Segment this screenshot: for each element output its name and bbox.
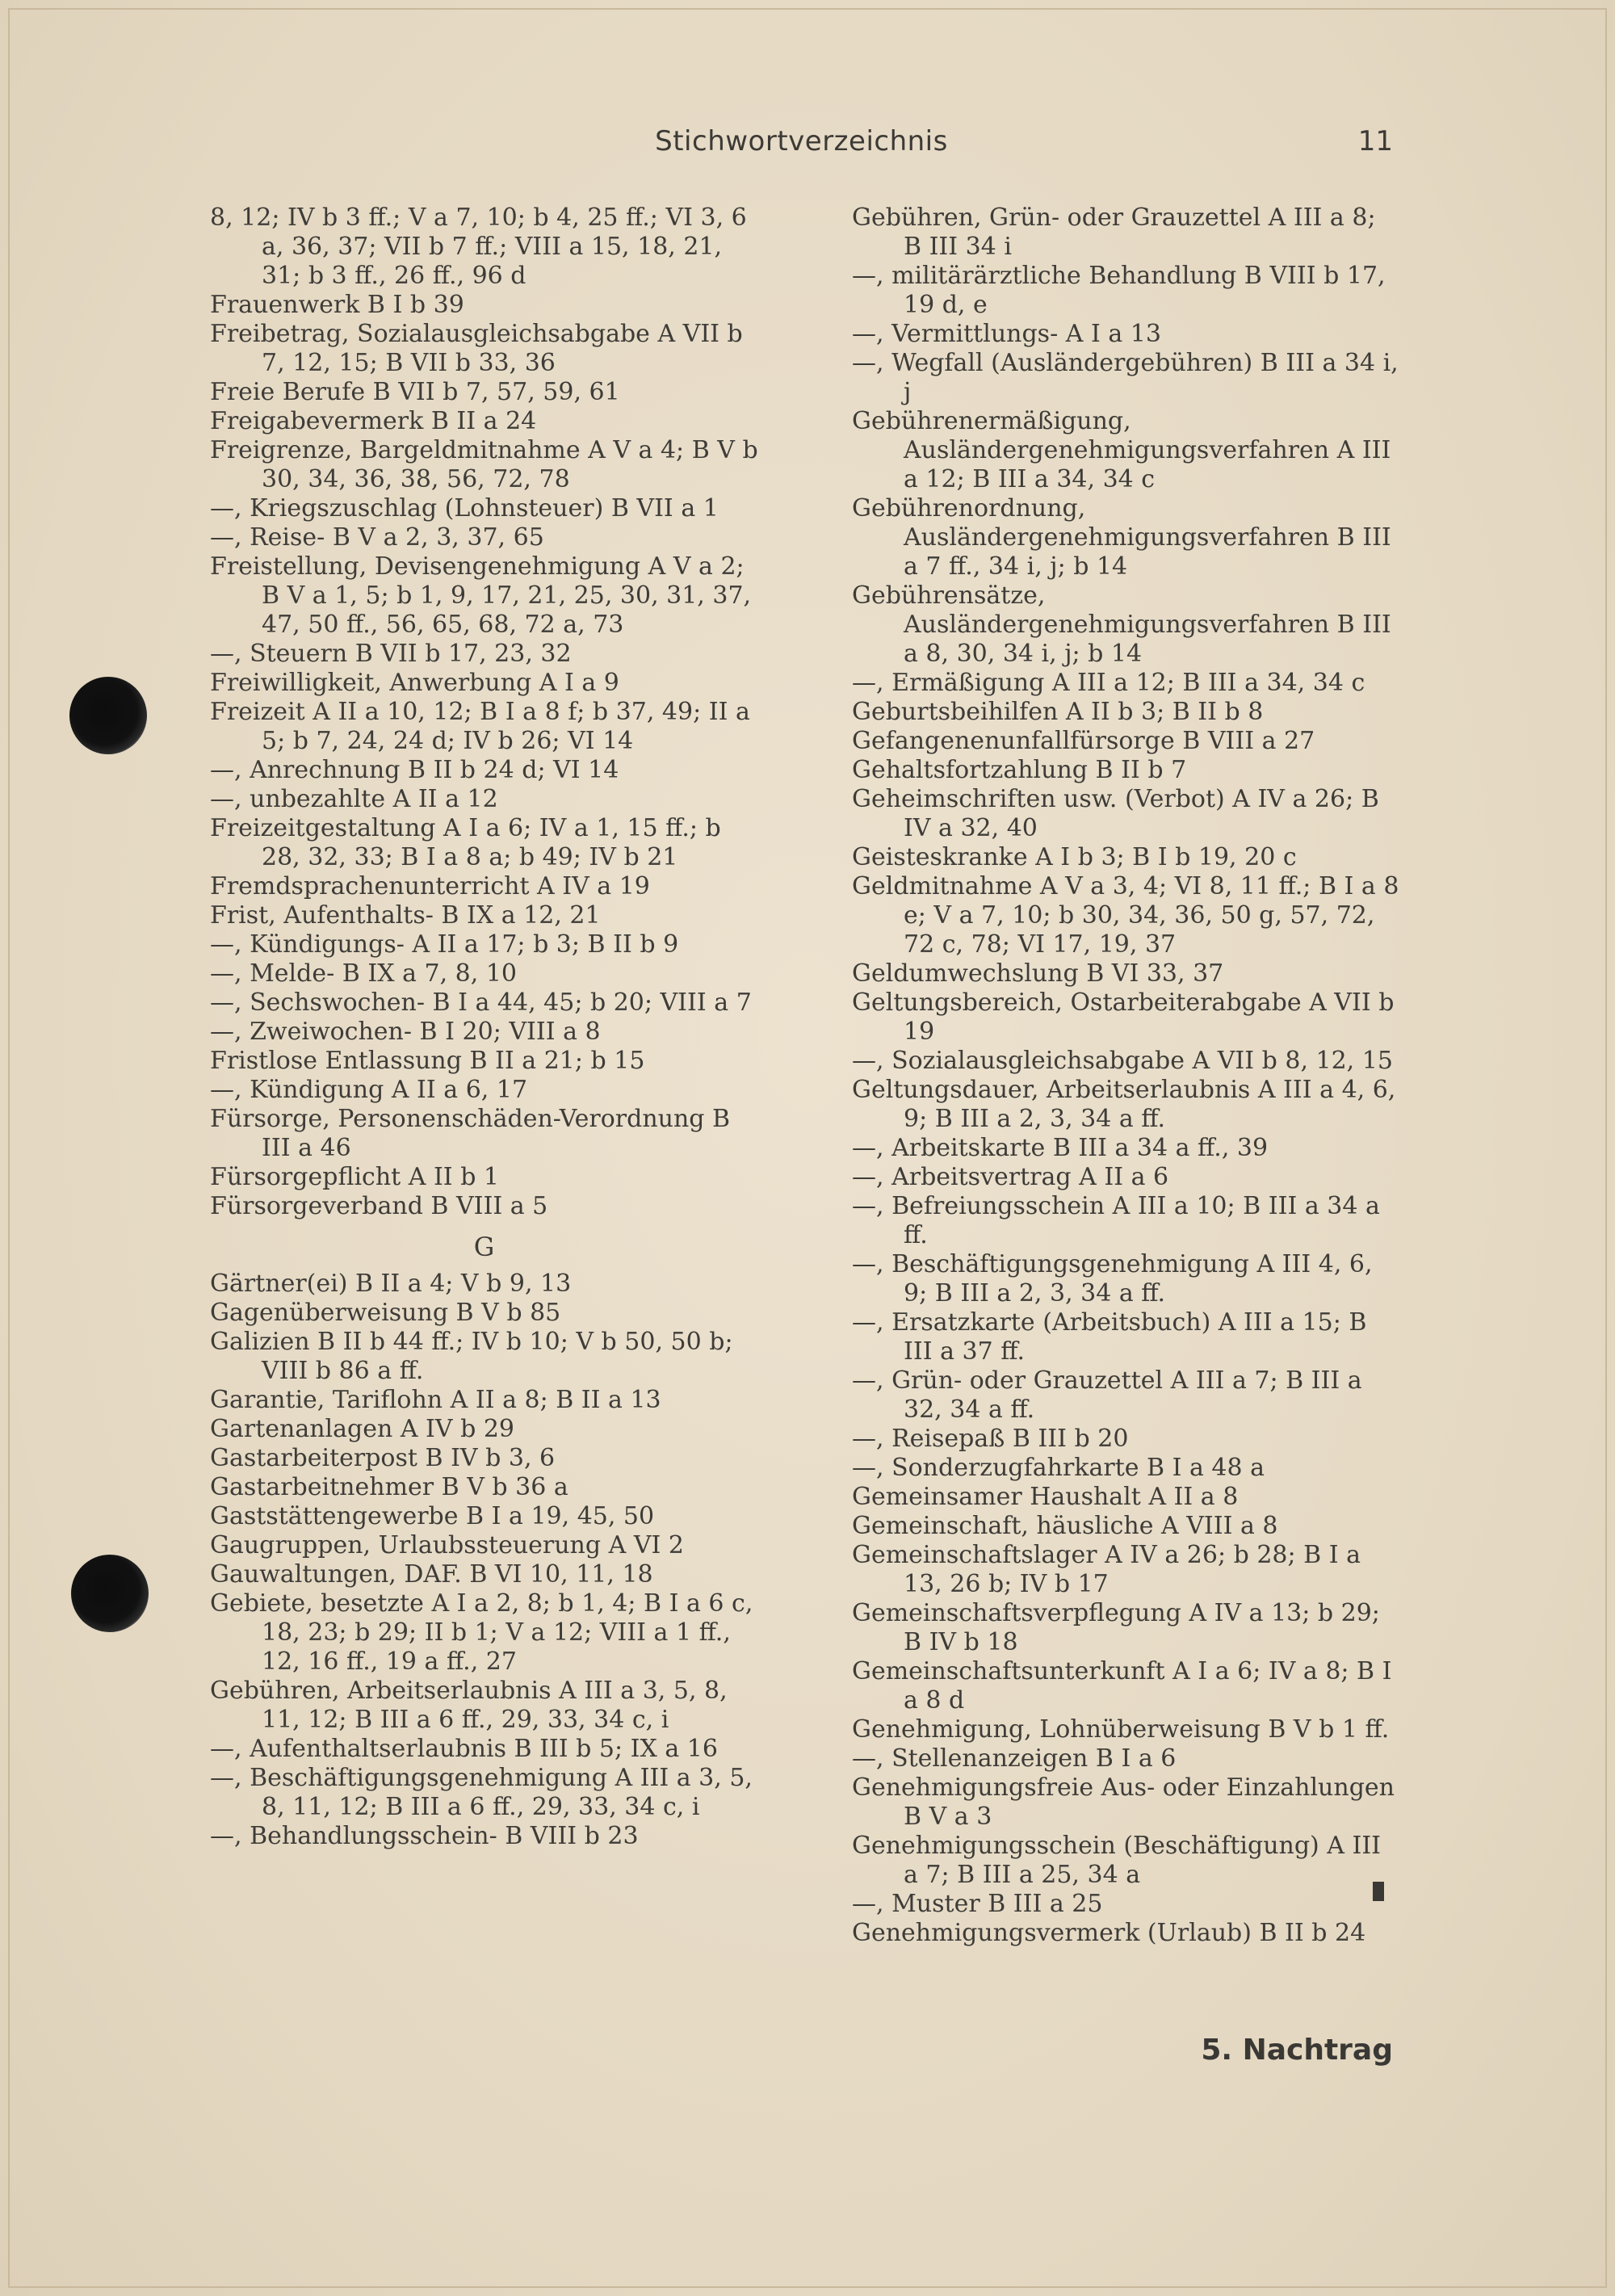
index-entry: —, Kündigung A II a 6, 17 xyxy=(210,1076,528,1104)
index-entry: Freizeitgestaltung A I a 6; IV a 1, 15 ff.; b 28, 32, 33; B I a 8 a; b 49; IV b 21 xyxy=(210,814,721,871)
index-entry: Gebühren, Arbeitserlaubnis A III a 3, 5, 8, 11, 12; B III a 6 ff., 29, 33, 34 c, i xyxy=(210,1677,728,1734)
index-entry: —, Beschäftigungsgenehmigung A III a 3, 5, 8, 11, 12; B III a 6 ff., 29, 33, 34 c, i xyxy=(210,1764,753,1821)
index-entry: Freigrenze, Bargeldmitnahme A V a 4; B V b 30, 34, 36, 38, 56, 72, 78 xyxy=(210,436,758,493)
index-entry: Gemeinschaftsunterkunft A I a 6; IV a 8; B I a 8 d xyxy=(852,1657,1392,1715)
index-entry: Genehmigungsfreie Aus- oder Einzahlungen B V a 3 xyxy=(852,1773,1395,1831)
margin-mark xyxy=(1373,1882,1384,1901)
index-entry: —, Beschäftigungsgenehmigung A III 4, 6, 9; B III a 2, 3, 34 a ff. xyxy=(852,1250,1373,1308)
index-entry: —, unbezahlte A II a 12 xyxy=(210,785,498,813)
index-entry: Freiwilligkeit, Anwerbung A I a 9 xyxy=(210,669,619,697)
index-entry: —, Muster B III a 25 xyxy=(852,1890,1103,1918)
index-entry: Gehaltsfortzahlung B II b 7 xyxy=(852,756,1187,784)
index-entry: Fürsorgeverband B VIII a 5 xyxy=(210,1192,548,1220)
index-entry: —, Aufenthaltserlaubnis B III b 5; IX a 16 xyxy=(210,1735,718,1763)
index-entry: Gemeinschaftslager A IV a 26; b 28; B I a 13, 26 b; IV b 17 xyxy=(852,1541,1361,1598)
index-entry: 8, 12; IV b 3 ff.; V a 7, 10; b 4, 25 ff.; VI 3, 6 a, 36, 37; VII b 7 ff.; VIII a 15, 18, 21, 31; b 3 ff., 26 ff., 96 d xyxy=(210,204,747,290)
index-entry: Gebühren, Grün- oder Grauzettel A III a 8; B III 34 i xyxy=(852,204,1376,261)
index-entry: —, Melde- B IX a 7, 8, 10 xyxy=(210,959,518,988)
index-entry: Gemeinschaftsverpflegung A IV a 13; b 29; B IV b 18 xyxy=(852,1599,1380,1656)
index-entry: —, Ersatzkarte (Arbeitsbuch) A III a 15; B III a 37 ff. xyxy=(852,1308,1367,1366)
index-entry: Gauwaltungen, DAF. B VI 10, 11, 18 xyxy=(210,1560,653,1589)
index-entry: Gebiete, besetzte A I a 2, 8; b 1, 4; B I a 6 c, 18, 23; b 29; II b 1; V a 12; VIII a 1 ff., 12, 16 ff., 19 a ff., 27 xyxy=(210,1589,753,1676)
index-entry: Genehmigung, Lohnüberweisung B V b 1 ff. xyxy=(852,1715,1390,1744)
index-entry: Gebührenordnung, Ausländergenehmigungsverfahren B III a 7 ff., 34 i, j; b 14 xyxy=(852,494,1391,581)
index-entry: Galizien B II b 44 ff.; IV b 10; V b 50, 50 b; VIII b 86 a ff. xyxy=(210,1328,733,1385)
index-entry: —, Kündigungs- A II a 17; b 3; B II b 9 xyxy=(210,930,679,959)
index-column-right xyxy=(852,204,1401,1948)
index-entry: Genehmigungsschein (Beschäftigung) A III a 7; B III a 25, 34 a xyxy=(852,1832,1382,1889)
index-entry: —, Ermäßigung A III a 12; B III a 34, 34 c xyxy=(852,669,1365,697)
index-entry: Freigabevermerk B II a 24 xyxy=(210,407,537,435)
index-entry: —, Vermittlungs- A I a 13 xyxy=(852,320,1161,348)
index-entry: Gärtner(ei) B II a 4; V b 9, 13 xyxy=(210,1270,572,1298)
index-entry: —, Grün- oder Grauzettel A III a 7; B III a 32, 34 a ff. xyxy=(852,1366,1362,1424)
page-header xyxy=(210,125,1393,166)
index-entry: Freizeit A II a 10, 12; B I a 8 f; b 37, 49; II a 5; b 7, 24, 24 d; IV b 26; VI 14 xyxy=(210,698,750,755)
index-entry: Geltungsbereich, Ostarbeiterabgabe A VII b 19 xyxy=(852,988,1395,1046)
section-letter: G xyxy=(473,1232,496,1262)
index-entry: —, militärärztliche Behandlung B VIII b 17, 19 d, e xyxy=(852,262,1386,319)
index-entry: Geltungsdauer, Arbeitserlaubnis A III a 4, 6, 9; B III a 2, 3, 34 a ff. xyxy=(852,1076,1396,1133)
index-entry: —, Sozialausgleichsabgabe A VII b 8, 12, 15 xyxy=(852,1047,1393,1075)
index-entry: Geldumwechslung B VI 33, 37 xyxy=(852,959,1224,988)
index-entry: —, Wegfall (Ausländergebühren) B III a 34 i, j xyxy=(852,349,1399,406)
page-title: Stichwortverzeichnis xyxy=(655,125,948,157)
index-entry: —, Befreiungsschein A III a 10; B III a 34 a ff. xyxy=(852,1192,1380,1249)
index-entry: Gemeinsamer Haushalt A II a 8 xyxy=(852,1483,1239,1511)
index-entry: Gemeinschaft, häusliche A VIII a 8 xyxy=(852,1512,1278,1540)
index-entry: —, Reise- B V a 2, 3, 37, 65 xyxy=(210,523,544,552)
supplement-label: 5. Nachtrag xyxy=(1201,2034,1393,2067)
index-entry: Gefangenenunfallfürsorge B VIII a 27 xyxy=(852,727,1315,755)
index-entry: —, Arbeitsvertrag A II a 6 xyxy=(852,1163,1169,1191)
index-entry: Geheimschriften usw. (Verbot) A IV a 26; B IV a 32, 40 xyxy=(852,785,1379,842)
index-entry: Gagenüberweisung B V b 85 xyxy=(210,1299,561,1327)
index-entry: Freistellung, Devisengenehmigung A V a 2; B V a 1, 5; b 1, 9, 17, 21, 25, 30, 31, 37, 47, 50 ff., 56, 65, 68, 72 a, 73 xyxy=(210,552,752,639)
index-entry: —, Arbeitskarte B III a 34 a ff., 39 xyxy=(852,1134,1269,1162)
index-entry: —, Reisepaß B III b 20 xyxy=(852,1425,1129,1453)
index-entry: Gebührensätze, Ausländergenehmigungsverfahren B III a 8, 30, 34 i, j; b 14 xyxy=(852,581,1391,668)
index-entry: Geburtsbeihilfen A II b 3; B II b 8 xyxy=(852,698,1264,726)
index-entry: Fristlose Entlassung B II a 21; b 15 xyxy=(210,1047,645,1075)
index-entry: Gebührenermäßigung, Ausländergenehmigungsverfahren A III a 12; B III a 34, 34 c xyxy=(852,407,1391,493)
index-entry: Gastarbeitnehmer B V b 36 a xyxy=(210,1473,568,1501)
index-column-left xyxy=(210,204,759,1851)
index-entry: —, Stellenanzeigen B I a 6 xyxy=(852,1744,1177,1773)
index-entry: —, Behandlungsschein- B VIII b 23 xyxy=(210,1822,639,1850)
index-entry: Fürsorge, Personenschäden-Verordnung B III a 46 xyxy=(210,1105,731,1162)
index-entry: —, Kriegszuschlag (Lohnsteuer) B VII a 1 xyxy=(210,494,719,523)
index-entry: Genehmigungsvermerk (Urlaub) B II b 24 xyxy=(852,1919,1366,1947)
index-entry: Fremdsprachenunterricht A IV a 19 xyxy=(210,872,650,900)
index-entry: Geisteskranke A I b 3; B I b 19, 20 c xyxy=(852,843,1297,871)
index-entry: Gartenanlagen A IV b 29 xyxy=(210,1415,514,1443)
punch-hole-bottom xyxy=(71,1555,149,1632)
index-entry: Gaugruppen, Urlaubssteuerung A VI 2 xyxy=(210,1531,684,1559)
index-entry: Frist, Aufenthalts- B IX a 12, 21 xyxy=(210,901,601,930)
index-entry: Gastarbeiterpost B IV b 3, 6 xyxy=(210,1444,556,1472)
page-number: 11 xyxy=(1357,125,1393,157)
index-entry: Garantie, Tariflohn A II a 8; B II a 13 xyxy=(210,1386,661,1414)
punch-hole-top xyxy=(69,677,147,754)
index-entry: Frauenwerk B I b 39 xyxy=(210,291,464,319)
index-entry: Geldmitnahme A V a 3, 4; VI 8, 11 ff.; B I a 8 e; V a 7, 10; b 30, 34, 36, 50 g, 57, 72, 72 c, 78; VI 17, 19, 37 xyxy=(852,872,1399,959)
index-entry: Gaststättengewerbe B I a 19, 45, 50 xyxy=(210,1502,655,1530)
index-entry: —, Steuern B VII b 17, 23, 32 xyxy=(210,640,572,668)
index-entry: —, Anrechnung B II b 24 d; VI 14 xyxy=(210,756,619,784)
index-entry: Freibetrag, Sozialausgleichsabgabe A VII b 7, 12, 15; B VII b 33, 36 xyxy=(210,320,743,377)
index-entry: Freie Berufe B VII b 7, 57, 59, 61 xyxy=(210,378,620,406)
index-entry: —, Sonderzugfahrkarte B I a 48 a xyxy=(852,1454,1265,1482)
index-entry: —, Zweiwochen- B I 20; VIII a 8 xyxy=(210,1018,601,1046)
index-entry: Fürsorgepflicht A II b 1 xyxy=(210,1163,500,1191)
index-entry: —, Sechswochen- B I a 44, 45; b 20; VIII a 7 xyxy=(210,988,752,1017)
